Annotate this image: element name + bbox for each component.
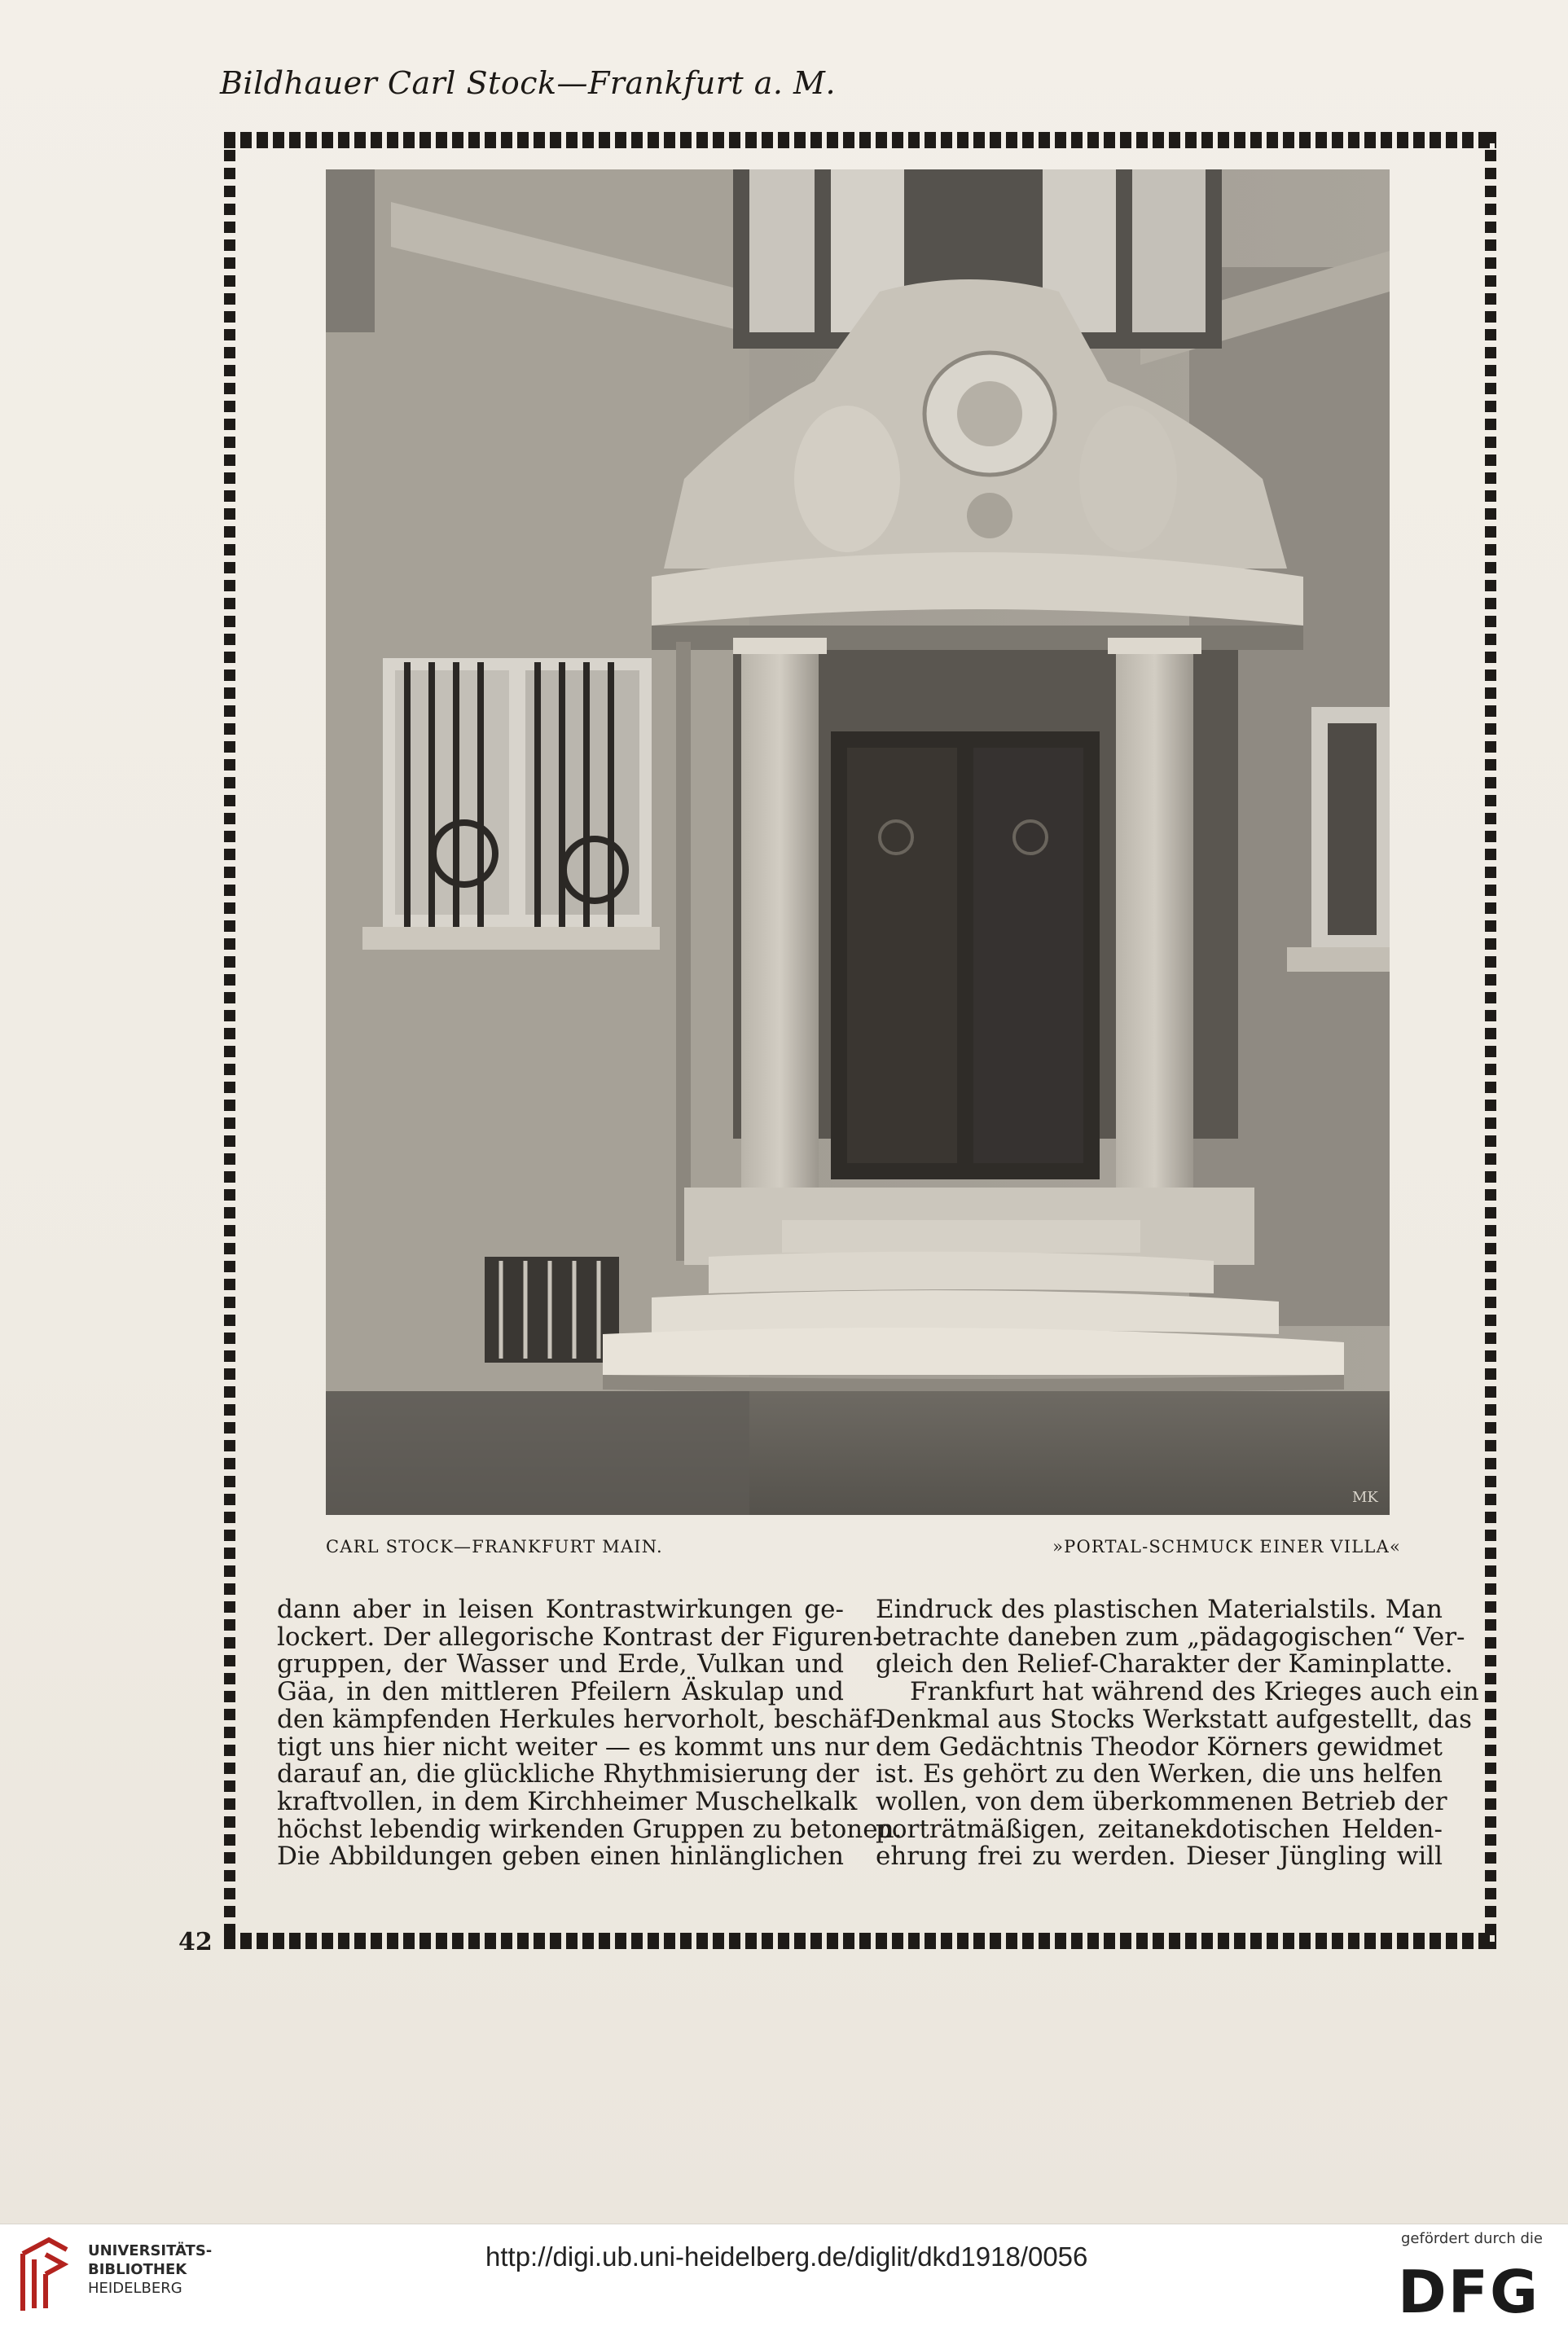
- frame-top-border: [224, 132, 1496, 148]
- text-line: dann aber in leisen Kontrastwirkungen ge-: [277, 1595, 844, 1624]
- funding-note: gefördert durch die: [1401, 2230, 1543, 2247]
- text-line: ist. Es gehört zu den Werken, die uns helfen: [876, 1759, 1443, 1789]
- frame-right-border: [1485, 132, 1496, 1949]
- text-line: gruppen, der Wasser und Erde, Vulkan und: [277, 1649, 844, 1679]
- ub-heidelberg-logo-icon[interactable]: [16, 2233, 73, 2315]
- dfg-logo[interactable]: DFG: [1398, 2258, 1540, 2326]
- photo-caption-right: »PORTAL-SCHMUCK EINER VILLA«: [1052, 1537, 1401, 1556]
- text-line: Eindruck des plastischen Materialstils. Man: [876, 1595, 1443, 1624]
- running-head: Bildhauer Carl Stock—Frankfurt a. M.: [220, 65, 837, 101]
- frame-left-border: [224, 132, 235, 1949]
- text-column-right: [876, 1595, 1479, 1872]
- library-name[interactable]: [88, 2241, 212, 2298]
- text-line: kraftvollen, in dem Kirchheimer Muschelkalk: [277, 1786, 858, 1816]
- library-name-line: BIBLIOTHEK: [88, 2261, 187, 2278]
- photographer-monogram: MK: [1352, 1489, 1378, 1506]
- text-line: darauf an, die glückliche Rhythmisierung der: [277, 1759, 859, 1789]
- text-line: dem Gedächtnis Theodor Körners gewidmet: [876, 1732, 1443, 1762]
- portal-illustration: [326, 169, 1390, 1515]
- text-line: Gäa, in den mittleren Pfeilern Äskulap und: [277, 1677, 844, 1707]
- text-line: lockert. Der allegorische Kontrast der Figuren-: [277, 1622, 881, 1652]
- text-line: betrachte daneben zum „pädagogischen“ Ver-: [876, 1622, 1465, 1652]
- text-line: wollen, von dem überkommenen Betrieb der: [876, 1786, 1447, 1816]
- text-line: den kämpfenden Herkules hervorholt, beschäf-: [277, 1704, 881, 1734]
- text-line: porträtmäßigen, zeitanekdotischen Helden-: [876, 1814, 1443, 1844]
- library-name-line: UNIVERSITÄTS-: [88, 2242, 213, 2259]
- page-number: 42: [178, 1928, 213, 1956]
- library-name-line: HEIDELBERG: [88, 2280, 182, 2297]
- text-line: gleich den Relief-Charakter der Kaminplatte.: [876, 1649, 1453, 1679]
- text-line: Die Abbildungen geben einen hinlänglichen: [277, 1842, 844, 1872]
- frame-bottom-border: [224, 1933, 1496, 1949]
- text-line: Denkmal aus Stocks Werkstatt aufgestellt, das: [876, 1704, 1473, 1734]
- text-line: ehrung frei zu werden. Dieser Jüngling will: [876, 1842, 1443, 1872]
- text-line: Frankfurt hat während des Krieges auch ein: [910, 1677, 1479, 1707]
- photo-caption-left: CARL STOCK—FRANKFURT MAIN.: [326, 1537, 663, 1556]
- digitization-footer: [0, 2224, 1568, 2327]
- text-column-left: [277, 1595, 903, 1872]
- text-line: höchst lebendig wirkenden Gruppen zu betonen.: [277, 1814, 903, 1844]
- text-line: tigt uns hier nicht weiter — es kommt uns nur: [277, 1732, 869, 1762]
- permalink-url[interactable]: http://digi.ub.uni-heidelberg.de/diglit/dkd1918/0056: [485, 2241, 1088, 2272]
- portal-photograph: [326, 169, 1390, 1515]
